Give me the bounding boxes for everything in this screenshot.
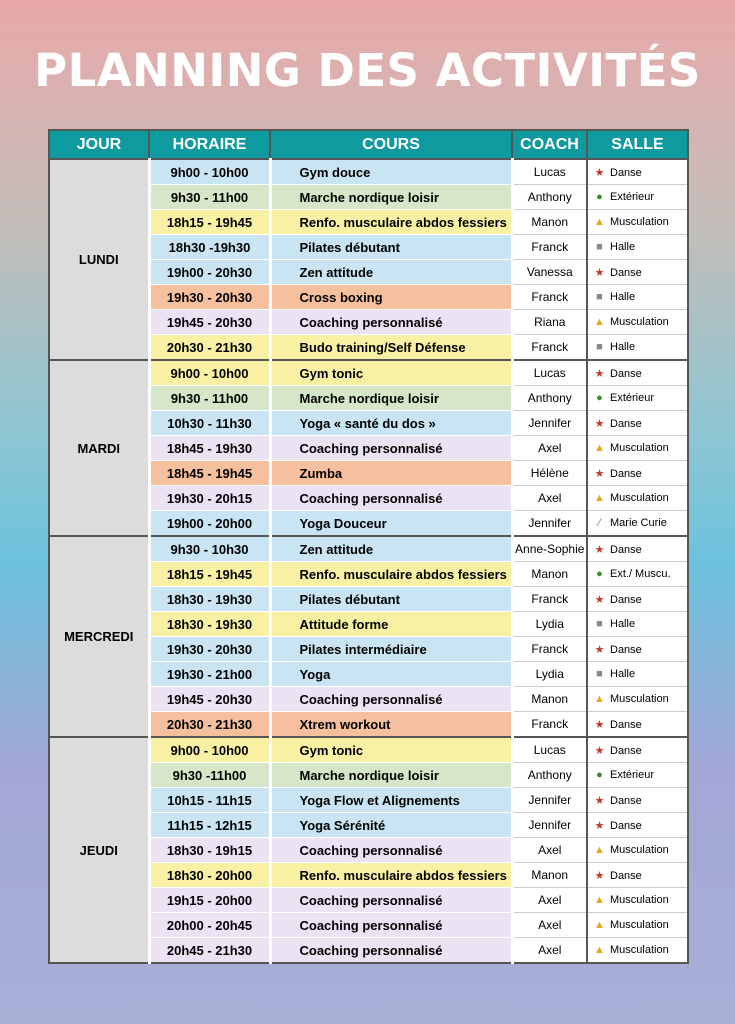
time-cell: 20h30 - 21h30	[149, 712, 270, 738]
time-cell: 18h45 - 19h30	[149, 436, 270, 461]
course-cell: Coaching personnalisé	[270, 436, 512, 461]
coach-cell: Manon	[512, 863, 587, 888]
header-salle: SALLE	[587, 130, 688, 159]
room-label: Danse	[610, 417, 642, 430]
room-label: Ext./ Muscu.	[610, 568, 671, 580]
room-cell	[587, 587, 688, 612]
dancer-icon: ★	[594, 718, 605, 731]
room-cell	[587, 813, 688, 838]
room-cell	[587, 210, 688, 235]
coach-cell: Jennifer	[512, 813, 587, 838]
room-label: Musculation	[610, 919, 669, 931]
course-cell: Zen attitude	[270, 536, 512, 562]
room-cell	[587, 235, 688, 260]
course-cell: Coaching personnalisé	[270, 486, 512, 511]
room-label: Extérieur	[610, 392, 655, 404]
room-label: Halle	[610, 618, 636, 630]
time-cell: 9h30 -11h00	[149, 763, 270, 788]
tree-icon: ●	[596, 568, 603, 580]
room-label: Halle	[610, 241, 636, 253]
time-cell: 19h15 - 20h00	[149, 888, 270, 913]
day-label: MARDI	[49, 360, 149, 536]
gym-icon: ■	[596, 668, 603, 680]
course-cell: Marche nordique loisir	[270, 386, 512, 411]
dancer-icon: ★	[594, 543, 605, 556]
course-cell: Yoga Douceur	[270, 511, 512, 537]
room-label: Marie Curie	[610, 517, 667, 529]
tree-icon: ●	[596, 392, 603, 404]
time-cell: 19h30 - 21h00	[149, 662, 270, 687]
course-cell: Cross boxing	[270, 285, 512, 310]
room-label: Danse	[610, 467, 642, 480]
course-cell: Gym tonic	[270, 737, 512, 763]
room-cell	[587, 159, 688, 185]
room-label: Musculation	[610, 894, 669, 906]
room-cell	[587, 863, 688, 888]
time-cell: 20h00 - 20h45	[149, 913, 270, 938]
room-cell	[587, 562, 688, 587]
schedule-body	[49, 159, 688, 963]
room-cell	[587, 310, 688, 335]
header-jour: JOUR	[49, 130, 149, 159]
header-row	[49, 130, 688, 159]
table-row	[49, 159, 688, 185]
muscle-icon: ▲	[594, 844, 605, 856]
time-cell: 19h45 - 20h30	[149, 310, 270, 335]
dancer-icon: ★	[594, 593, 605, 606]
room-label: Danse	[610, 593, 642, 606]
gym-icon: ■	[596, 241, 603, 253]
table-row	[49, 536, 688, 562]
room-cell	[587, 712, 688, 738]
time-cell: 18h30 - 19h30	[149, 587, 270, 612]
coach-cell: Manon	[512, 562, 587, 587]
table-row	[49, 360, 688, 386]
time-cell: 18h15 - 19h45	[149, 210, 270, 235]
dancer-icon: ★	[594, 166, 605, 179]
room-label: Danse	[610, 869, 642, 882]
coach-cell: Franck	[512, 712, 587, 738]
coach-cell: Franck	[512, 235, 587, 260]
room-cell	[587, 888, 688, 913]
course-cell: Marche nordique loisir	[270, 185, 512, 210]
time-cell: 9h00 - 10h00	[149, 159, 270, 185]
coach-cell: Axel	[512, 838, 587, 863]
gym-icon: ■	[596, 341, 603, 353]
coach-cell: Manon	[512, 687, 587, 712]
room-cell	[587, 536, 688, 562]
course-cell: Xtrem workout	[270, 712, 512, 738]
dancer-icon: ★	[594, 869, 605, 882]
room-cell	[587, 486, 688, 511]
room-label: Musculation	[610, 492, 669, 504]
coach-cell: Franck	[512, 587, 587, 612]
time-cell: 18h30 - 19h15	[149, 838, 270, 863]
day-label: JEUDI	[49, 737, 149, 963]
coach-cell: Axel	[512, 486, 587, 511]
coach-cell: Jennifer	[512, 511, 587, 537]
room-label: Danse	[610, 819, 642, 832]
room-cell	[587, 662, 688, 687]
room-label: Musculation	[610, 216, 669, 228]
muscle-icon: ▲	[594, 316, 605, 328]
room-label: Musculation	[610, 316, 669, 328]
room-label: Extérieur	[610, 769, 655, 781]
room-cell	[587, 788, 688, 813]
coach-cell: Vanessa	[512, 260, 587, 285]
room-label: Danse	[610, 643, 642, 656]
page-title: PLANNING DES ACTIVITÉS	[34, 44, 701, 97]
course-cell: Yoga Sérénité	[270, 813, 512, 838]
coach-cell: Lucas	[512, 360, 587, 386]
dancer-icon: ★	[594, 367, 605, 380]
coach-cell: Franck	[512, 285, 587, 310]
time-cell: 19h45 - 20h30	[149, 687, 270, 712]
coach-cell: Axel	[512, 913, 587, 938]
course-cell: Zen attitude	[270, 260, 512, 285]
room-label: Halle	[610, 668, 636, 680]
room-cell	[587, 386, 688, 411]
course-cell: Budo training/Self Défense	[270, 335, 512, 361]
coach-cell: Anthony	[512, 763, 587, 788]
room-cell	[587, 763, 688, 788]
time-cell: 10h15 - 11h15	[149, 788, 270, 813]
time-cell: 19h30 - 20h15	[149, 486, 270, 511]
muscle-icon: ▲	[594, 944, 605, 956]
dancer-icon: ★	[594, 417, 605, 430]
time-cell: 18h30 - 19h30	[149, 612, 270, 637]
course-cell: Marche nordique loisir	[270, 763, 512, 788]
dancer-icon: ★	[594, 643, 605, 656]
room-label: Musculation	[610, 844, 669, 856]
room-cell	[587, 185, 688, 210]
coach-cell: Franck	[512, 637, 587, 662]
dancer-icon: ★	[594, 819, 605, 832]
time-cell: 18h30 -19h30	[149, 235, 270, 260]
dancer-icon: ★	[594, 744, 605, 757]
coach-cell: Lucas	[512, 737, 587, 763]
room-label: Danse	[610, 718, 642, 731]
gym-icon: ■	[596, 618, 603, 630]
table-row	[49, 737, 688, 763]
room-cell	[587, 737, 688, 763]
dancer-icon: ★	[594, 467, 605, 480]
coach-cell: Lucas	[512, 159, 587, 185]
room-label: Danse	[610, 794, 642, 807]
course-cell: Coaching personnalisé	[270, 888, 512, 913]
time-cell: 9h30 - 11h00	[149, 185, 270, 210]
muscle-icon: ▲	[594, 693, 605, 705]
header-cours: COURS	[270, 130, 512, 159]
room-cell	[587, 913, 688, 938]
time-cell: 9h00 - 10h00	[149, 737, 270, 763]
room-label: Danse	[610, 367, 642, 380]
course-cell: Gym douce	[270, 159, 512, 185]
room-cell	[587, 637, 688, 662]
coach-cell: Axel	[512, 436, 587, 461]
schedule-table	[48, 129, 689, 964]
room-label: Danse	[610, 166, 642, 179]
time-cell: 9h30 - 11h00	[149, 386, 270, 411]
room-cell	[587, 285, 688, 310]
room-cell	[587, 511, 688, 537]
header-horaire: HORAIRE	[149, 130, 270, 159]
time-cell: 9h00 - 10h00	[149, 360, 270, 386]
course-cell: Renfo. musculaire abdos fessiers	[270, 863, 512, 888]
time-cell: 18h45 - 19h45	[149, 461, 270, 486]
course-cell: Zumba	[270, 461, 512, 486]
day-label: LUNDI	[49, 159, 149, 360]
tree-icon: ●	[596, 191, 603, 203]
muscle-icon: ▲	[594, 442, 605, 454]
time-cell: 19h00 - 20h00	[149, 511, 270, 537]
gym-icon: ■	[596, 291, 603, 303]
room-cell	[587, 838, 688, 863]
time-cell: 19h30 - 20h30	[149, 637, 270, 662]
room-label: Extérieur	[610, 191, 655, 203]
course-cell: Renfo. musculaire abdos fessiers	[270, 562, 512, 587]
muscle-icon: ▲	[594, 216, 605, 228]
time-cell: 18h15 - 19h45	[149, 562, 270, 587]
course-cell: Gym tonic	[270, 360, 512, 386]
time-cell: 9h30 - 10h30	[149, 536, 270, 562]
course-cell: Coaching personnalisé	[270, 687, 512, 712]
course-cell: Coaching personnalisé	[270, 838, 512, 863]
dancer-icon: ★	[594, 794, 605, 807]
muscle-icon: ▲	[594, 492, 605, 504]
time-cell: 19h30 - 20h30	[149, 285, 270, 310]
room-cell	[587, 461, 688, 486]
course-cell: Coaching personnalisé	[270, 938, 512, 964]
coach-cell: Axel	[512, 938, 587, 964]
coach-cell: Anthony	[512, 386, 587, 411]
room-cell	[587, 411, 688, 436]
muscle-icon: ▲	[594, 894, 605, 906]
time-cell: 11h15 - 12h15	[149, 813, 270, 838]
room-label: Musculation	[610, 442, 669, 454]
tree-icon: ●	[596, 769, 603, 781]
room-cell	[587, 335, 688, 361]
room-cell	[587, 260, 688, 285]
course-cell: Pilates débutant	[270, 235, 512, 260]
coach-cell: Lydia	[512, 612, 587, 637]
course-cell: Yoga « santé du dos »	[270, 411, 512, 436]
room-label: Danse	[610, 744, 642, 757]
coach-cell: Hélène	[512, 461, 587, 486]
coach-cell: Jennifer	[512, 788, 587, 813]
header-coach: COACH	[512, 130, 587, 159]
coach-cell: Axel	[512, 888, 587, 913]
coach-cell: Franck	[512, 335, 587, 361]
room-cell	[587, 938, 688, 964]
room-cell	[587, 612, 688, 637]
room-label: Danse	[610, 266, 642, 279]
room-label: Halle	[610, 291, 636, 303]
day-label: MERCREDI	[49, 536, 149, 737]
coach-cell: Jennifer	[512, 411, 587, 436]
time-cell: 20h45 - 21h30	[149, 938, 270, 964]
room-label: Musculation	[610, 944, 669, 956]
room-cell	[587, 687, 688, 712]
course-cell: Pilates débutant	[270, 587, 512, 612]
pen-icon: ∕	[598, 517, 601, 529]
room-cell	[587, 436, 688, 461]
coach-cell: Anthony	[512, 185, 587, 210]
time-cell: 20h30 - 21h30	[149, 335, 270, 361]
room-label: Danse	[610, 543, 642, 556]
room-label: Halle	[610, 341, 636, 353]
course-cell: Coaching personnalisé	[270, 913, 512, 938]
course-cell: Pilates intermédiaire	[270, 637, 512, 662]
course-cell: Yoga Flow et Alignements	[270, 788, 512, 813]
coach-cell: Lydia	[512, 662, 587, 687]
course-cell: Yoga	[270, 662, 512, 687]
coach-cell: Manon	[512, 210, 587, 235]
course-cell: Renfo. musculaire abdos fessiers	[270, 210, 512, 235]
coach-cell: Anne-Sophie	[512, 536, 587, 562]
time-cell: 19h00 - 20h30	[149, 260, 270, 285]
course-cell: Attitude forme	[270, 612, 512, 637]
dancer-icon: ★	[594, 266, 605, 279]
course-cell: Coaching personnalisé	[270, 310, 512, 335]
muscle-icon: ▲	[594, 919, 605, 931]
coach-cell: Riana	[512, 310, 587, 335]
time-cell: 10h30 - 11h30	[149, 411, 270, 436]
time-cell: 18h30 - 20h00	[149, 863, 270, 888]
room-label: Musculation	[610, 693, 669, 705]
room-cell	[587, 360, 688, 386]
